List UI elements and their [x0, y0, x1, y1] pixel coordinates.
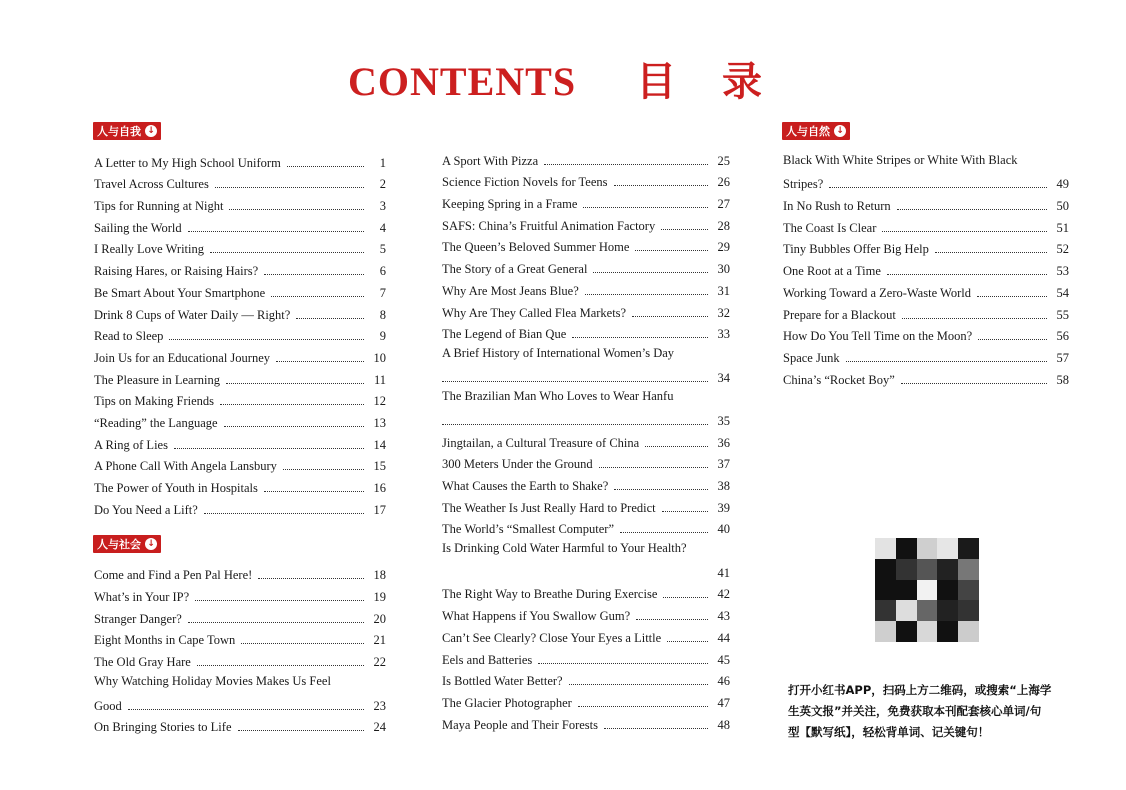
- toc-entry-title: SAFS: China’s Fruitful Animation Factory: [442, 218, 656, 233]
- toc-entry-title-cont: Good: [94, 698, 122, 713]
- leader-dots: [578, 706, 708, 707]
- leader-dots: [271, 296, 364, 297]
- qr-cell: [958, 580, 979, 601]
- leader-dots: [229, 209, 364, 210]
- leader-dots: [887, 274, 1047, 275]
- toc-entry-page: 15: [373, 459, 386, 474]
- column-2: [442, 146, 730, 732]
- toc-entry[interactable]: [442, 146, 730, 168]
- toc-entry-page: 23: [373, 698, 386, 713]
- toc-entry-page: 27: [717, 197, 730, 212]
- toc-entry-page: 30: [717, 262, 730, 277]
- toc-entry-title: The Glacier Photographer: [442, 695, 572, 710]
- toc-entry[interactable]: [94, 387, 386, 409]
- toc-entry-page: 22: [373, 655, 386, 670]
- qr-cell: [937, 538, 958, 559]
- toc-entry-title: Read to Sleep: [94, 329, 164, 344]
- qr-cell: [875, 559, 896, 580]
- toc-entry-page: 47: [717, 695, 730, 710]
- toc-entry-title: Is Drinking Cold Water Harmful to Your Health?: [442, 541, 687, 556]
- qr-cell: [875, 621, 896, 642]
- arrow-down-circle-icon: ↓: [145, 538, 157, 550]
- leader-dots: [829, 187, 1047, 188]
- leader-dots: [544, 164, 708, 165]
- leader-dots: [636, 619, 708, 620]
- toc-entry-title: The Coast Is Clear: [783, 220, 877, 235]
- qr-cell: [958, 621, 979, 642]
- qr-cell: [896, 559, 917, 580]
- toc-entry-title: Space Junk: [783, 350, 840, 365]
- leader-dots: [174, 448, 364, 449]
- toc-entry[interactable]: [442, 341, 730, 384]
- leader-dots: [442, 576, 708, 577]
- toc-entry-page: 16: [373, 481, 386, 495]
- toc-entry-page: 32: [717, 305, 730, 320]
- leader-dots: [614, 489, 708, 490]
- leader-dots: [572, 337, 708, 338]
- toc-entry-title: Prepare for a Blackout: [783, 307, 896, 322]
- toc-entry-page: 19: [373, 590, 386, 605]
- toc-entry[interactable]: [783, 365, 1069, 387]
- toc-entry-title: Join Us for an Educational Journey: [94, 350, 271, 365]
- toc-entry-title: Drink 8 Cups of Water Daily — Right?: [94, 307, 291, 322]
- toc-entry-title: Be Smart About Your Smartphone: [94, 285, 266, 300]
- toc-entry[interactable]: [94, 473, 386, 495]
- toc-entry[interactable]: [94, 408, 386, 430]
- leader-dots: [901, 383, 1047, 384]
- toc-list-col2-c: [442, 580, 730, 732]
- leader-dots: [197, 665, 364, 666]
- toc-entry-title: Black With White Stripes or White With Black: [783, 152, 1018, 167]
- leader-dots: [195, 600, 364, 601]
- leader-dots: [215, 187, 364, 188]
- toc-entry-title: The Legend of Bian Que: [442, 327, 567, 342]
- leader-dots: [258, 578, 364, 579]
- toc-entry-page: 24: [373, 720, 386, 735]
- toc-entry-page: 56: [1056, 329, 1069, 344]
- toc-entry-page: 44: [717, 630, 730, 645]
- leader-dots: [264, 274, 364, 275]
- toc-entry-page: 33: [717, 327, 730, 342]
- toc-entry-title: 300 Meters Under the Ground: [442, 457, 593, 472]
- toc-entry-title: Stranger Danger?: [94, 611, 182, 626]
- leader-dots: [128, 709, 364, 710]
- toc-entry[interactable]: [442, 189, 730, 211]
- toc-entry-page: 55: [1056, 307, 1069, 322]
- toc-entry-title: Keeping Spring in a Frame: [442, 197, 578, 212]
- toc-list-society-tail: [94, 669, 386, 734]
- toc-entry[interactable]: [442, 428, 730, 450]
- section-tag-label: 人与社会: [97, 537, 141, 551]
- toc-list-self: [94, 148, 386, 517]
- leader-dots: [276, 361, 364, 362]
- qr-cell: [896, 538, 917, 559]
- leader-dots: [585, 294, 708, 295]
- toc-entry-title: The Pleasure in Learning: [94, 372, 220, 387]
- column-3: [783, 122, 1069, 387]
- leader-dots: [593, 272, 708, 273]
- qr-cell: [896, 621, 917, 642]
- toc-entry[interactable]: [94, 647, 386, 669]
- leader-dots: [583, 207, 708, 208]
- toc-entry-title: The Weather Is Just Really Hard to Predict: [442, 500, 656, 515]
- toc-entry-page: 9: [379, 329, 386, 344]
- toc-entry-page: 4: [379, 220, 386, 235]
- toc-entry[interactable]: [94, 713, 386, 735]
- toc-entry-page: 46: [717, 674, 730, 689]
- qr-cell: [937, 600, 958, 621]
- toc-entry[interactable]: [442, 233, 730, 255]
- toc-entry-title: Travel Across Cultures: [94, 177, 209, 192]
- toc-entry-title: The Old Gray Hare: [94, 655, 191, 670]
- toc-entry-page: 13: [373, 415, 386, 430]
- toc-entry-title: A Ring of Lies: [94, 437, 168, 452]
- leader-dots: [226, 383, 364, 384]
- qr-cell: [958, 559, 979, 580]
- toc-entry-page: 51: [1056, 220, 1069, 235]
- toc-entry-title: Jingtailan, a Cultural Treasure of China: [442, 435, 640, 450]
- qr-cell: [896, 600, 917, 621]
- toc-entry-title: Eight Months in Cape Town: [94, 633, 236, 648]
- toc-entry-title: Why Are They Called Flea Markets?: [442, 305, 627, 320]
- toc-entry[interactable]: [94, 561, 386, 583]
- section-tag-society: [93, 535, 161, 553]
- leader-dots: [620, 532, 708, 533]
- toc-entry-title: The Right Way to Breathe During Exercise: [442, 587, 658, 602]
- toc-list-col2-a: [442, 146, 730, 341]
- toc-entry-title: How Do You Tell Time on the Moon?: [783, 329, 973, 344]
- toc-entry-title-cont: Stripes?: [783, 177, 824, 192]
- qr-cell: [958, 538, 979, 559]
- toc-entry-page: 34: [717, 370, 730, 385]
- leader-dots: [882, 231, 1047, 232]
- toc-entry-title: In No Rush to Return: [783, 199, 891, 214]
- toc-entry[interactable]: [94, 343, 386, 365]
- toc-entry-title: Sailing the World: [94, 220, 182, 235]
- contents-title-zh: 目 录: [636, 58, 778, 105]
- toc-entry[interactable]: [442, 580, 730, 602]
- toc-entry[interactable]: [94, 626, 386, 648]
- toc-entry[interactable]: [442, 254, 730, 276]
- toc-entry-title: China’s “Rocket Boy”: [783, 372, 895, 387]
- toc-entry[interactable]: [94, 213, 386, 235]
- toc-entry[interactable]: [442, 645, 730, 667]
- column-1: [94, 122, 386, 734]
- section-tag-self: [93, 122, 161, 140]
- toc-entry[interactable]: [783, 343, 1069, 365]
- toc-entry-title: A Letter to My High School Uniform: [94, 155, 281, 170]
- toc-entry[interactable]: [442, 168, 730, 190]
- toc-entry-title: The Queen’s Beloved Summer Home: [442, 240, 630, 255]
- leader-dots: [442, 381, 708, 382]
- toc-entry-title: What’s in Your IP?: [94, 590, 190, 605]
- toc-entry[interactable]: [94, 582, 386, 604]
- toc-entry[interactable]: [442, 601, 730, 623]
- toc-entry-title: What Happens if You Swallow Gum?: [442, 609, 631, 624]
- toc-entry-title: A Sport With Pizza: [442, 153, 539, 168]
- toc-entry[interactable]: [783, 148, 1069, 191]
- leader-dots: [902, 318, 1047, 319]
- toc-entry[interactable]: [442, 276, 730, 298]
- toc-entry[interactable]: [94, 256, 386, 278]
- toc-entry[interactable]: [442, 298, 730, 320]
- toc-entry[interactable]: [783, 300, 1069, 322]
- qr-cell: [917, 600, 938, 621]
- leader-dots: [614, 185, 708, 186]
- toc-entry-page: 1: [379, 155, 386, 170]
- toc-entry[interactable]: [783, 213, 1069, 235]
- toc-entry-page: 6: [379, 264, 386, 279]
- leader-dots: [635, 250, 708, 251]
- toc-entry[interactable]: [94, 365, 386, 387]
- toc-entry[interactable]: [783, 322, 1069, 344]
- promo-line-3: 型【默写纸】，轻松背单词、记关键句！: [788, 725, 990, 739]
- leader-dots: [169, 339, 364, 340]
- toc-entry-page: 31: [717, 283, 730, 298]
- leader-dots: [241, 643, 364, 644]
- toc-entry-title: One Root at a Time: [783, 264, 881, 279]
- toc-entry[interactable]: [94, 300, 386, 322]
- toc-entry-page: 58: [1056, 372, 1069, 387]
- qr-cell: [937, 621, 958, 642]
- toc-entry-title: Tips for Running at Night: [94, 199, 224, 214]
- toc-entry[interactable]: [94, 278, 386, 300]
- promo-text: [788, 680, 1063, 743]
- toc-entry-page: 8: [379, 307, 386, 322]
- section-tag-nature: [782, 122, 850, 140]
- toc-entry-title: What Causes the Earth to Shake?: [442, 479, 609, 494]
- toc-entry-page: 2: [379, 177, 386, 192]
- leader-dots: [645, 446, 708, 447]
- toc-entry[interactable]: [442, 710, 730, 732]
- leader-dots: [663, 597, 708, 598]
- qr-code[interactable]: [875, 538, 979, 642]
- toc-entry[interactable]: [783, 278, 1069, 300]
- qr-cell: [917, 621, 938, 642]
- leader-dots: [662, 511, 708, 512]
- toc-entry-page: 38: [717, 479, 730, 494]
- qr-cell: [917, 580, 938, 601]
- qr-cell: [937, 559, 958, 580]
- leader-dots: [220, 404, 364, 405]
- section-tag-label: 人与自然: [786, 125, 830, 138]
- toc-entry-page: 3: [379, 199, 386, 214]
- toc-list-nature: [783, 191, 1069, 386]
- leader-dots: [897, 209, 1047, 210]
- toc-entry[interactable]: [442, 688, 730, 710]
- toc-entry-page: 42: [717, 587, 730, 602]
- toc-list-society: [94, 561, 386, 669]
- leader-dots: [224, 426, 364, 427]
- toc-entry[interactable]: [94, 452, 386, 474]
- toc-entry-page: 29: [717, 240, 730, 255]
- leader-dots: [632, 316, 708, 317]
- toc-entry-page: 53: [1056, 264, 1069, 279]
- promo-line-1: 打开小红书APP，扫码上方二维码，或搜索“上海学: [788, 683, 1052, 697]
- toc-entry-page: 25: [717, 153, 730, 168]
- toc-entry-page: 26: [717, 175, 730, 190]
- toc-entry[interactable]: [94, 170, 386, 192]
- toc-entry-title: Raising Hares, or Raising Hairs?: [94, 264, 259, 279]
- toc-entry-title: Eels and Batteries: [442, 652, 533, 667]
- leader-dots: [296, 318, 364, 319]
- toc-entry[interactable]: [94, 604, 386, 626]
- leader-dots: [661, 229, 708, 230]
- toc-entry-page: 57: [1056, 350, 1069, 365]
- leader-dots: [264, 491, 364, 492]
- arrow-down-circle-icon: ↓: [145, 125, 157, 137]
- leader-dots: [442, 424, 708, 425]
- toc-entry-page: 41: [717, 565, 730, 580]
- contents-title-en: CONTENTS: [348, 59, 577, 104]
- leader-dots: [604, 728, 708, 729]
- toc-entry[interactable]: [94, 430, 386, 452]
- toc-entry-page: 18: [373, 568, 386, 583]
- leader-dots: [188, 622, 364, 623]
- toc-entry-page: 49: [1056, 177, 1069, 192]
- toc-entry[interactable]: [94, 191, 386, 213]
- qr-cell: [917, 559, 938, 580]
- toc-entry-page: 45: [717, 652, 730, 667]
- toc-entry-title: The Power of Youth in Hospitals: [94, 481, 258, 495]
- qr-cell: [875, 600, 896, 621]
- qr-cell: [896, 580, 917, 601]
- leader-dots: [935, 252, 1047, 253]
- toc-entry-page: 50: [1056, 199, 1069, 214]
- toc-entry-title: A Brief History of International Women’s Day: [442, 345, 675, 360]
- leader-dots: [210, 252, 364, 253]
- toc-entry[interactable]: [783, 256, 1069, 278]
- toc-list-col2-long3: [442, 536, 730, 579]
- toc-entry-page: 48: [717, 717, 730, 732]
- toc-entry[interactable]: [783, 191, 1069, 213]
- leader-dots: [538, 663, 708, 664]
- toc-entry-page: 43: [717, 609, 730, 624]
- toc-entry-title: “Reading” the Language: [94, 415, 218, 430]
- toc-entry-title: Science Fiction Novels for Teens: [442, 175, 608, 190]
- leader-dots: [188, 231, 364, 232]
- toc-entry-title: The World’s “Smallest Computer”: [442, 522, 614, 537]
- toc-entry-title: The Story of a Great General: [442, 262, 588, 277]
- toc-entry[interactable]: [442, 493, 730, 515]
- toc-entry-title: Maya People and Their Forests: [442, 717, 598, 732]
- toc-entry-title: Can’t See Clearly? Close Your Eyes a Little: [442, 630, 662, 645]
- toc-entry-page: 40: [717, 522, 730, 537]
- toc-entry-title: Come and Find a Pen Pal Here!: [94, 568, 253, 583]
- toc-entry-title: Why Watching Holiday Movies Makes Us Feel: [94, 673, 331, 688]
- toc-entry-page: 37: [717, 457, 730, 472]
- leader-dots: [204, 513, 364, 514]
- toc-list-nature-head: [783, 148, 1069, 191]
- leader-dots: [599, 467, 708, 468]
- toc-entry-title: On Bringing Stories to Life: [94, 720, 232, 735]
- toc-entry-page: 54: [1056, 285, 1069, 300]
- qr-cell: [917, 538, 938, 559]
- leader-dots: [846, 361, 1047, 362]
- toc-entry-title: The Brazilian Man Who Loves to Wear Hanfu: [442, 389, 674, 404]
- toc-entry-page: 11: [373, 372, 386, 387]
- leader-dots: [978, 339, 1047, 340]
- promo-line-2: 生英文报”并关注，免费获取本刊配套核心单词/句: [788, 704, 1042, 718]
- section-tag-label: 人与自我: [97, 125, 141, 138]
- toc-entry-page: 52: [1056, 242, 1069, 257]
- toc-entry[interactable]: [442, 667, 730, 689]
- toc-entry-page: 36: [717, 435, 730, 450]
- toc-entry-title: A Phone Call With Angela Lansbury: [94, 459, 277, 474]
- toc-entry[interactable]: [442, 385, 730, 428]
- leader-dots: [569, 684, 708, 685]
- toc-entry-title: Why Are Most Jeans Blue?: [442, 283, 579, 298]
- toc-entry[interactable]: [442, 623, 730, 645]
- toc-entry[interactable]: [442, 450, 730, 472]
- toc-entry[interactable]: [442, 320, 730, 342]
- toc-entry-page: 28: [717, 218, 730, 233]
- toc-entry-page: 5: [379, 242, 386, 257]
- toc-entry-page: 7: [379, 285, 386, 300]
- contents-header: [0, 50, 1126, 107]
- toc-entry-title: Do You Need a Lift?: [94, 502, 198, 517]
- toc-entry[interactable]: [442, 515, 730, 537]
- toc-list-col2-b: [442, 428, 730, 536]
- toc-entry[interactable]: [442, 536, 730, 579]
- qr-cell: [875, 580, 896, 601]
- qr-cell: [937, 580, 958, 601]
- toc-entry[interactable]: [783, 235, 1069, 257]
- qr-cell: [958, 600, 979, 621]
- toc-entry-page: 14: [373, 437, 386, 452]
- toc-entry-title: Is Bottled Water Better?: [442, 674, 563, 689]
- qr-cell: [875, 538, 896, 559]
- toc-entry-page: 21: [373, 633, 386, 648]
- toc-entry[interactable]: [94, 235, 386, 257]
- toc-entry-title: Tips on Making Friends: [94, 394, 215, 409]
- toc-entry-page: 10: [373, 350, 386, 365]
- leader-dots: [238, 730, 365, 731]
- toc-entry-page: 39: [717, 500, 730, 515]
- leader-dots: [977, 296, 1047, 297]
- toc-entry[interactable]: [442, 471, 730, 493]
- toc-entry-title: Tiny Bubbles Offer Big Help: [783, 242, 929, 257]
- toc-entry-page: 35: [717, 413, 730, 428]
- arrow-down-circle-icon: ↓: [834, 125, 846, 137]
- toc-entry-page: 17: [373, 502, 386, 517]
- leader-dots: [667, 641, 708, 642]
- toc-entry[interactable]: [94, 148, 386, 170]
- toc-entry[interactable]: [94, 322, 386, 344]
- toc-entry-page: 20: [373, 611, 386, 626]
- leader-dots: [283, 469, 364, 470]
- toc-entry-title: I Really Love Writing: [94, 242, 205, 257]
- toc-entry[interactable]: [442, 211, 730, 233]
- leader-dots: [287, 166, 364, 167]
- toc-list-col2-long1: [442, 341, 730, 428]
- toc-entry[interactable]: [94, 495, 386, 517]
- toc-entry-title: Working Toward a Zero-Waste World: [783, 285, 971, 300]
- toc-entry[interactable]: [94, 669, 386, 712]
- toc-entry-page: 12: [373, 394, 386, 409]
